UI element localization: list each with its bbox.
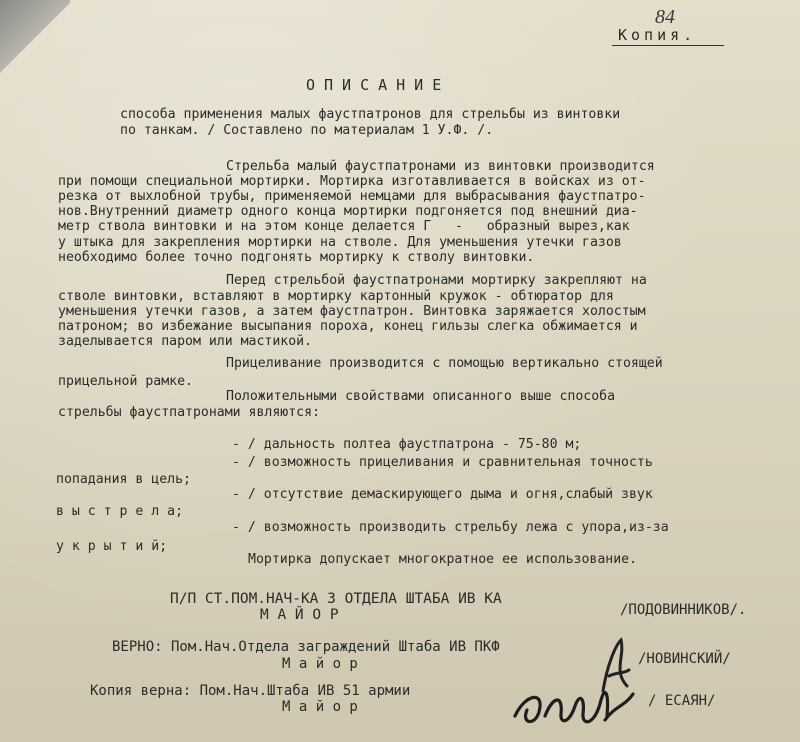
- body-line: прицельной рамке.: [58, 374, 193, 389]
- body-line: Положительными свойствами описанного выше способа: [226, 389, 616, 404]
- copy-label: Копия.: [618, 26, 697, 44]
- signatory-rank-3: М а й о р: [282, 699, 358, 715]
- signatory-position-2: ВЕРНО: Пом.Нач.Отдела заграждений Штаба ИВ ПКФ: [112, 639, 500, 655]
- list-item-continuation: попадания в цель;: [56, 472, 191, 487]
- body-line: у штыка для закрепления мортирки на стволе. Для уменьшения утечки газов: [58, 235, 622, 250]
- signatory-rank-2: М а й о р: [282, 656, 358, 672]
- body-line: метр ствола винтовки и на этом конце делается Г - образный вырез,как: [58, 219, 630, 234]
- body-line: необходимо более точно подгонять мортирку к стволу винтовки.: [58, 250, 535, 265]
- body-line: стрельбы фаустпатронами являются:: [58, 405, 321, 420]
- signatory-name-3: / ЕСАЯН/: [648, 693, 716, 709]
- folio-number: 84: [655, 6, 675, 28]
- body-line: Прицеливание производится с помощью вертикально стоящей: [226, 356, 663, 371]
- body-line: Стрельба малый фаустпатронами из винтовки производится: [226, 159, 655, 174]
- list-item: - / возможность прицеливания и сравнительная точность: [232, 455, 653, 470]
- closing-line: Мортирка допускает многократное ее использование.: [248, 552, 638, 567]
- signatory-name-1: /ПОДОВИННИКОВ/.: [620, 602, 747, 618]
- body-line: нов.Внутренний диаметр одного конца мортирки подгоняется под внешний диа-: [58, 204, 638, 219]
- body-line: резка от выхлобной трубы, применяемой немцами для выбрасывания фаустпатро-: [58, 189, 646, 204]
- subtitle-line: способа применения малых фаустпатронов для стрельбы из винтовки: [120, 107, 621, 122]
- body-line: заделывается паром или мастикой.: [58, 334, 313, 349]
- body-line: Перед стрельбой фаустпатронами мортирку закрепляют на: [226, 273, 647, 288]
- signatory-position-3: Копия верна: Пом.Нач.Штаба ИВ 51 армии: [90, 683, 411, 699]
- list-item: - / отсутствие демаскирующего дыма и огня,слабый звук: [232, 487, 653, 502]
- body-line: патроном; во избежание высыпания пороха, конец гильзы слегка обжимается и: [58, 319, 638, 334]
- list-item: - / возможность производить стрельбу лежа с упора,из-за: [232, 520, 669, 535]
- signatory-name-2: /НОВИНСКИЙ/: [638, 651, 731, 667]
- signatory-position-1: П/П СТ.ПОМ.НАЧ-КА 3 ОТДЕЛА ШТАБА ИВ КА: [170, 591, 502, 607]
- subtitle-line: по танкам. / Составлено по материалам 1 У.Ф. /.: [120, 123, 494, 138]
- list-item-continuation: у к р ы т и й;: [56, 539, 168, 554]
- copy-underline: [612, 45, 724, 46]
- body-line: уменьшения утечки газов, а затем фаустпатрон. Винтовка заряжается холостым: [58, 304, 646, 319]
- body-line: стволе винтовки, вставляют в мортирку картонный кружок - обтюратор для: [58, 289, 614, 304]
- list-item: - / дальность полтеа фаустпатрона - 75-80 м;: [232, 437, 582, 452]
- list-item-continuation: в ы с т р е л а;: [56, 504, 184, 519]
- page-fold-corner: [0, 0, 70, 90]
- signatory-rank-1: М А Й О Р: [260, 607, 339, 623]
- body-line: при помощи специальной мортирки. Мортирка изготавливается в войсках из от-: [58, 174, 646, 189]
- document-title: ОПИСАНИЕ: [306, 76, 451, 94]
- handwritten-signature-icon: [505, 676, 645, 738]
